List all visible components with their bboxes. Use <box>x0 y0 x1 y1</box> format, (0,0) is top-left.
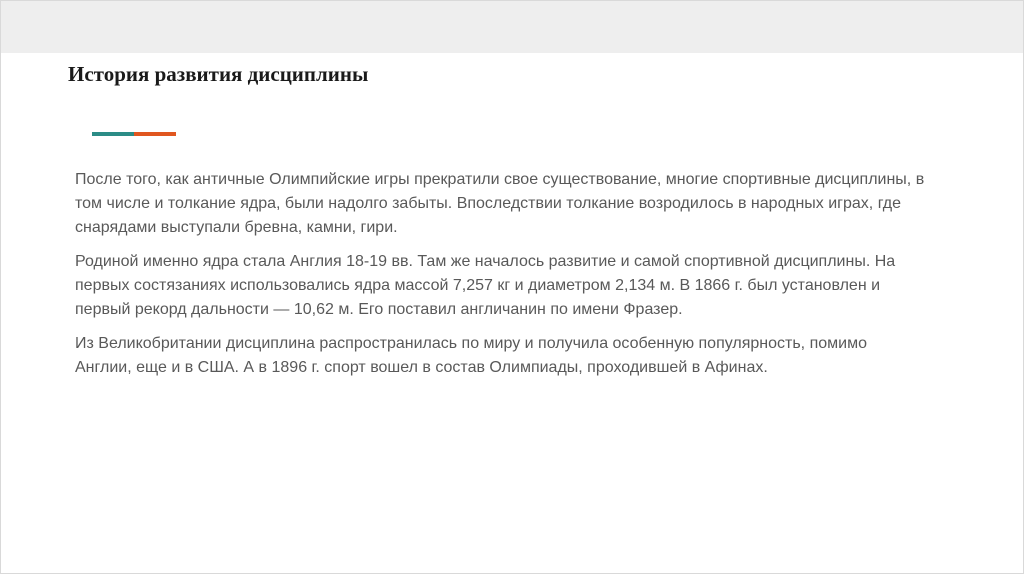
accent-bar-teal <box>92 132 134 136</box>
header-band <box>1 1 1023 53</box>
paragraph-1: После того, как античные Олимпийские игры прекратили свое существование, многие спортивные дисциплины, в том числе и толкание ядра, были надолго забыты. Впоследствии толкание возродилось в народных играх, где снарядами выступали бревна, камни, гири. <box>75 171 925 236</box>
paragraph-3: Из Великобритании дисциплина распространилась по миру и получила особенную популярность, помимо Англии, еще и в США. А в 1896 г. спорт вошел в состав Олимпиады, проходившей в Афинах. <box>75 335 867 376</box>
slide-title: История развития дисциплины <box>68 62 369 86</box>
slide-body <box>75 168 925 390</box>
accent-bar-orange <box>134 132 176 136</box>
paragraph-2: Родиной именно ядра стала Англия 18-19 вв. Там же началось развитие и самой спортивной дисциплины. На первых состязаниях использовались ядра массой 7,257 кг и диаметром 2,134 м. В 1866 г. был установлен и первый рекорд дальности — 10,62 м. Его поставил англичанин по имени Фразер. <box>75 253 896 318</box>
title-accent-bar <box>92 132 176 136</box>
